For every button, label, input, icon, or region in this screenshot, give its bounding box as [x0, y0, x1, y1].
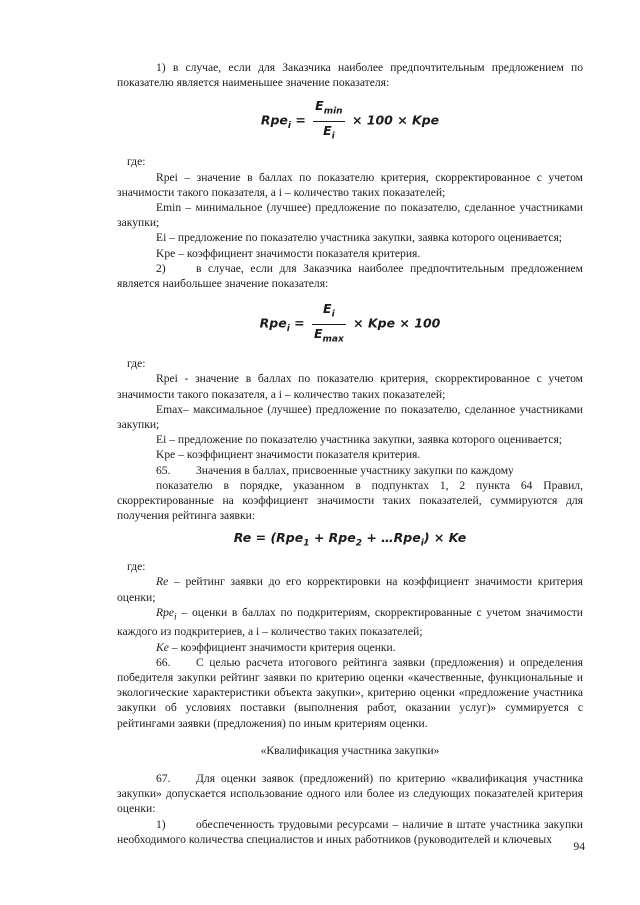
paragraph-67-number: 67. — [156, 771, 171, 785]
formula-max-tail: × Kpe × 100 — [353, 315, 441, 331]
formula-max-denominator: E — [313, 325, 323, 341]
page-number: 94 — [573, 840, 585, 853]
formula-rating-part-b: + Rpe — [309, 530, 356, 546]
paragraph-67-1-number: 1) — [156, 817, 166, 831]
definition-3-ke-text: – коэффициент значимости критерия оценки. — [168, 640, 396, 654]
formula-max-numerator-sub: i — [331, 309, 335, 320]
formula-min-fraction — [313, 98, 344, 144]
paragraph-67-text: Для оценки заявок (предложений) по критерию «квалификация участника закупки» допускается использование одного или более из следующих показателей критерия оценки: — [117, 771, 583, 816]
formula-rating-sub-1: 1 — [303, 538, 310, 549]
formula-min-lhs-sub: i — [287, 121, 291, 132]
formula-min-numerator-sub: min — [323, 106, 343, 117]
paragraph-2-number: 2) — [156, 261, 166, 275]
formula-rating-part-a: Re = (Rpe — [233, 530, 304, 546]
where-label-2: где: — [127, 357, 146, 371]
formula-rating-sub-i: i — [420, 538, 424, 549]
formula-max-numerator: E — [323, 301, 332, 317]
formula-min-tail: × 100 × Kpe — [351, 112, 440, 128]
paragraph-2-text: в случае, если для Заказчика наиболее предпочтительным предложением является наибольшее значение показателя: — [117, 261, 583, 291]
definition-2-ei: Ei – предложение по показателю участника закупки, заявка которого оценивается; — [156, 433, 563, 447]
formula-rating-part-d: ) × Ke — [423, 530, 467, 546]
formula-rating — [117, 530, 583, 552]
paragraph-66-text: С целью расчета итогового рейтинга заявки (предложения) и определения победителя закупки рейтинг заявки по критерию оценки «качественные, функциональные и экологические характеристики объекта закупки», критерию оценки «предложение участника закупки об условиях поставки (выполнения работ, оказании услуг)» суммируется с рейтингами заявки (предложения) по иным критериям оценки. — [117, 655, 583, 730]
definition-3-rpei-term: Rpe — [156, 605, 175, 619]
formula-max-fraction — [312, 301, 346, 347]
definition-3-ke-term: Ke — [156, 640, 169, 654]
formula-max-lhs: Rpe — [259, 315, 287, 331]
definition-3-re-text: – рейтинг заявки до его корректировки на коэффициент значимости критерия оценки; — [117, 575, 583, 604]
definition-1-emin: Emin – минимальное (лучшее) предложение по показателю, сделанное участниками закупки; — [117, 201, 583, 230]
definition-1-kpe: Kpe – коэффициент значимости показателя критерия. — [156, 246, 421, 260]
definition-2-kpe: Kpe – коэффициент значимости показателя критерия. — [156, 448, 421, 462]
paragraph-65-first-line — [117, 463, 583, 478]
paragraph-67 — [117, 771, 583, 817]
definition-1-ei: Ei – предложение по показателю участника закупки, заявка которого оценивается; — [156, 231, 563, 245]
formula-rating-part-c: + …Rpe — [361, 530, 421, 546]
definition-3-rpei — [117, 605, 583, 640]
formula-min-numerator: E — [315, 98, 324, 114]
formula-max-lhs-sub: i — [286, 324, 290, 335]
definition-1-rpei: Rpei – значение в баллах по показателю критерия, скорректированное с учетом значимости такого показателя, а i – количество таких показателей; — [117, 170, 583, 199]
formula-min-denominator: E — [323, 122, 332, 138]
paragraph-66 — [117, 655, 583, 731]
paragraph-2 — [117, 261, 583, 291]
formula-max — [117, 301, 583, 347]
formula-min-denominator-sub: i — [331, 131, 335, 142]
paragraph-65-first: Значения в баллах, присвоенные участнику закупки по каждому — [196, 463, 514, 477]
where-label-1: где: — [127, 155, 146, 169]
formula-min-eq: = — [290, 112, 306, 128]
section-heading: «Квалификация участника закупки» — [260, 743, 440, 757]
definition-3-re — [117, 574, 583, 604]
paragraph-1: 1) в случае, если для Заказчика наиболее предпочтительным предложением по показателю является наименьшее значение показателя: — [117, 61, 583, 90]
formula-min — [117, 98, 583, 144]
definition-2-emax: Emax– максимальное (лучшее) предложение по показателю, сделанное участниками закупки; — [117, 402, 583, 432]
paragraph-66-number: 66. — [156, 655, 171, 669]
definition-3-rpei-text: – оценки в баллах по подкритериям, скорректированные с учетом значимости каждого из подкритериев, а i – количество таких показателей; — [117, 605, 583, 639]
formula-max-eq: = — [289, 315, 305, 331]
definition-3-ke — [117, 640, 583, 655]
formula-rating-sub-2: 2 — [355, 538, 362, 549]
paragraph-67-1-text: обеспеченность трудовыми ресурсами – наличие в штате участника закупки необходимого количества специалистов и иных работников (руководителей и ключевых — [117, 817, 583, 846]
paragraph-67-1 — [117, 817, 583, 847]
paragraph-65-number: 65. — [156, 463, 171, 477]
formula-min-lhs: Rpe — [260, 112, 288, 128]
paragraph-65-rest: показателю в порядке, указанном в подпунктах 1, 2 пункта 64 Правил, скорректированные на коэффициент значимости таких показателей, суммируются для получения рейтинга заявки: — [117, 478, 583, 523]
definition-3-rpei-term-sub: i — [174, 611, 177, 623]
definition-3-re-term: Re — [156, 575, 169, 589]
where-label-3: где: — [127, 560, 146, 574]
formula-max-denominator-sub: max — [322, 334, 344, 345]
definition-2-rpei: Rpei - значение в баллах по показателю критерия, скорректированное с учетом значимости такого показателя, а i – количество таких показателей; — [117, 372, 583, 401]
